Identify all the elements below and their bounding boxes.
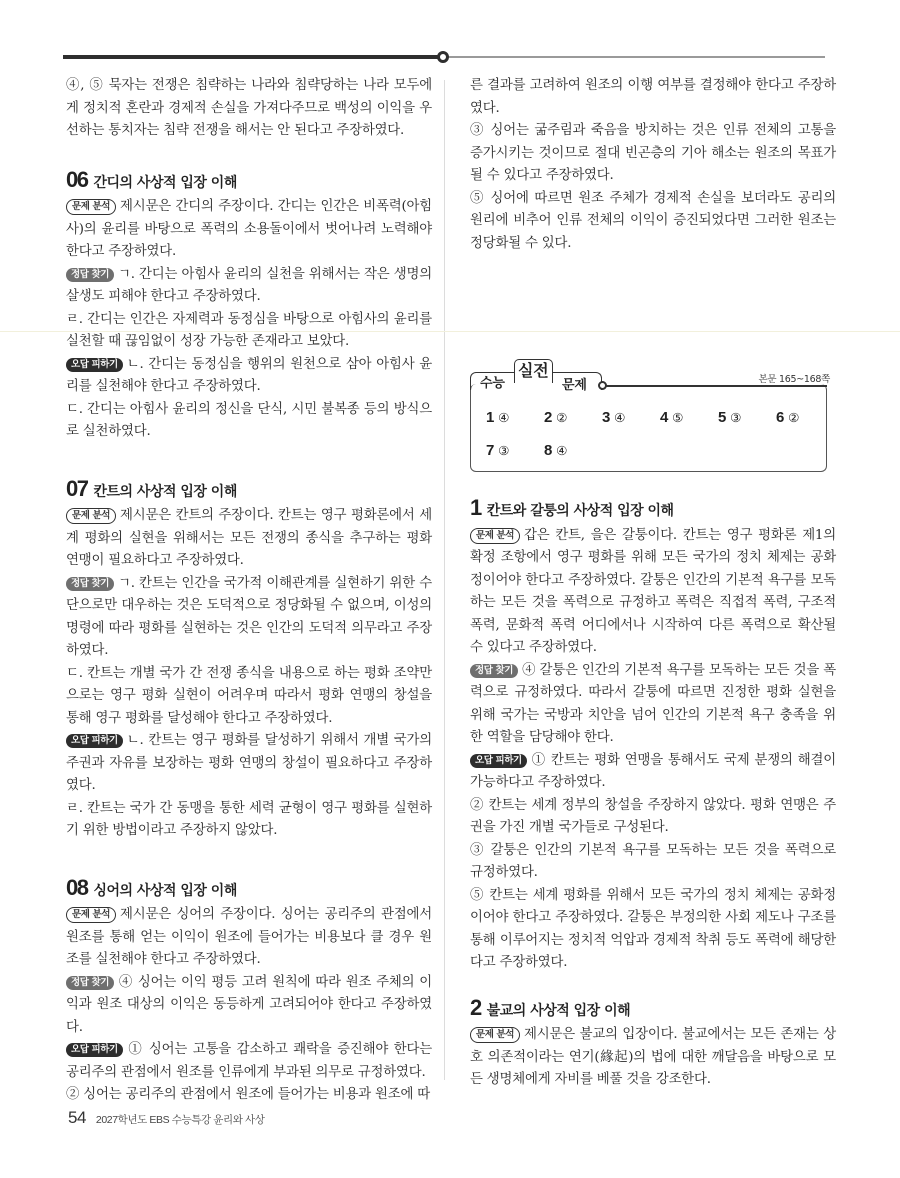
badge-problem-analysis: 문제 분석 <box>470 528 520 544</box>
badge-find-answer: 정답 찾기 <box>66 976 114 990</box>
question-number: 6 <box>776 409 785 426</box>
answer-item <box>776 407 834 430</box>
answer-box-circle <box>598 381 607 390</box>
badge-find-answer: 정답 찾기 <box>66 268 114 282</box>
intro-paragraph: ④, ⑤ 묵자는 전쟁은 침략하는 나라와 침략당하는 나라 모두에게 정치적 혼란과 경제적 손실을 가져다주므로 백성의 이익을 우선하는 통치자는 침략 전쟁을 해서는 안 된다고 주장하였다. <box>66 78 432 138</box>
block-text: ③ 갈퉁은 인간의 기본적 욕구를 모독하는 모든 것을 폭력으로 규정하였다. <box>470 842 836 880</box>
section-title: 칸트와 갈퉁의 사상적 입장 이해 <box>486 503 674 519</box>
block <box>470 840 836 885</box>
block <box>470 1024 836 1092</box>
block <box>66 798 432 843</box>
block-text: ㄴ. 간디는 동정심을 행위의 원천으로 삼아 아힘사 윤리를 실천해야 한다고 주장하였다. <box>66 356 432 394</box>
answer-key-box <box>470 361 836 475</box>
block-text: ④ 싱어는 이익 평등 고려 원칙에 따라 원조 주체의 이익과 원조 대상의 이익은 동등하게 고려되어야 한다고 주장하였다. <box>66 974 432 1035</box>
badge-problem-analysis: 문제 분석 <box>470 1027 520 1043</box>
block <box>66 196 432 264</box>
section-title: 칸트의 사상적 입장 이해 <box>93 483 237 500</box>
block <box>470 885 836 975</box>
answer-grid <box>486 407 826 462</box>
block-text: 제시문은 싱어의 주장이다. 싱어는 공리주의 관점에서 원조를 통해 얻는 이익이 원조에 들어가는 비용보다 클 경우 원조를 실천해야 한다고 주장하였다. <box>66 907 432 967</box>
block-text: ① 싱어는 고통을 감소하고 쾌락을 증진해야 한다는 공리주의 관점에서 원조를 인류에게 부과된 의무로 규정하였다. <box>66 1042 432 1080</box>
top-rule-right <box>449 56 825 58</box>
continuation-paragraph: ③ 싱어는 굶주림과 죽음을 방치하는 것은 인류 전체의 고통을 증가시키는 것이므로 절대 빈곤층의 기아 해소는 원조의 목표가 될 수 있다고 주장하였다. <box>470 123 836 183</box>
block <box>66 505 432 573</box>
section-1 <box>470 497 836 975</box>
block <box>470 660 836 750</box>
section-heading <box>66 166 432 195</box>
block <box>66 972 432 1040</box>
badge-find-answer: 정답 찾기 <box>66 577 114 591</box>
section-heading <box>470 994 836 1023</box>
section-number: 1 <box>470 495 481 520</box>
page-reference: 본문 165~168쪽 <box>758 374 830 385</box>
block <box>66 1039 432 1084</box>
question-number: 3 <box>602 409 611 426</box>
section-heading <box>470 497 836 523</box>
block <box>470 750 836 795</box>
block <box>66 264 432 309</box>
right-column <box>470 75 836 1092</box>
block-text: ㄹ. 칸트는 국가 간 동맹을 통한 세력 균형이 영구 평화를 실현하기 위한 방법이라고 주장하지 않았다. <box>66 800 432 838</box>
label-siljeon: 실전 <box>514 359 553 383</box>
block-text: 제시문은 불교의 입장이다. 불교에서는 모든 존재는 상호 의존적이라는 연기(緣起)의 법에 대한 깨달음을 바탕으로 모든 생명체에게 자비를 베풀 것을 강조한다. <box>470 1027 836 1087</box>
block-text: ⑤ 칸트는 세계 평화를 위해서 모든 국가의 정치 체제는 공화정이어야 한다고 주장하였다. 갈퉁은 부정의한 사회 제도나 구조를 통해 이루어지는 정치적 억압과 경제적 착취 등도 폭력에 해당한다고 주장하였다. <box>470 887 836 970</box>
answer-item <box>660 407 718 430</box>
block <box>66 573 432 663</box>
continuation-paragraph: 른 결과를 고려하여 원조의 이행 여부를 결정해야 한다고 주장하였다. <box>470 78 836 116</box>
block <box>66 904 432 972</box>
answer-item <box>486 407 544 430</box>
block <box>66 730 432 798</box>
section-title: 불교의 사상적 입장 이해 <box>486 1002 631 1019</box>
block <box>66 663 432 731</box>
block-text: ① 칸트는 평화 연맹을 통해서도 국제 분쟁의 해결이 가능하다고 주장하였다. <box>470 752 836 790</box>
question-number: 2 <box>544 409 553 426</box>
top-rule-circle <box>437 51 449 63</box>
question-number: 4 <box>660 409 669 426</box>
section-number: 07 <box>66 475 88 501</box>
section-title: 간디의 사상적 입장 이해 <box>93 174 237 191</box>
answer-choice: ② <box>556 410 568 425</box>
badge-avoid-wrong: 오답 피하기 <box>66 1043 123 1057</box>
top-rule-left <box>63 55 439 59</box>
block-text: ㄷ. 간디는 아힘사 윤리의 정신을 단식, 시민 불복종 등의 방식으로 실천하였다. <box>66 401 432 439</box>
block <box>470 795 836 840</box>
answer-item <box>718 407 776 430</box>
block <box>66 399 432 444</box>
section-heading <box>66 475 432 504</box>
block-text: ㄴ. 칸트는 영구 평화를 달성하기 위해서 개별 국가의 주권과 자유를 보장하는 평화 연맹의 창설이 필요하다고 주장하였다. <box>66 733 432 793</box>
answer-choice: ③ <box>498 442 510 458</box>
badge-find-answer: 정답 찾기 <box>470 664 518 678</box>
question-number: 7 <box>486 441 495 459</box>
section-title: 싱어의 사상적 입장 이해 <box>93 882 237 899</box>
block-text: 제시문은 칸트의 주장이다. 칸트는 영구 평화론에서 세계 평화의 실현을 위해서는 모든 전쟁의 종식을 추구하는 평화 연맹이 필요하다고 주장하였다. <box>66 508 432 568</box>
answer-item <box>544 407 602 430</box>
block-text: ④ 갈퉁은 인간의 기본적 욕구를 모독하는 모든 것을 폭력으로 규정하였다. 따라서 갈퉁에 따르면 진정한 평화 실현을 위해 국가는 국방과 치안을 넘어 인간의 기본적 욕구 충족을 위한 역할을 담당해야 한다. <box>470 662 836 745</box>
block-text: 갑은 칸트, 을은 갈퉁이다. 칸트는 영구 평화론 제1의 확정 조항에서 영구 평화를 위해 모든 국가의 정치 체제는 공화정이어야 한다고 주장하였다. 갈퉁은 인간의 기본적 욕구를 모독하는 모든 것을 폭력으로 규정하고 폭력은 직접적 폭력, 구조적 폭력, 문화적 폭력 어디에서나 시작하여 다른 폭력으로 확산될 수 있다고 주장하였다. <box>470 527 836 655</box>
section-07 <box>66 475 432 843</box>
answer-item <box>486 440 544 463</box>
answer-choice: ④ <box>556 442 568 458</box>
page-footer <box>68 1108 264 1128</box>
badge-problem-analysis: 문제 분석 <box>66 199 116 215</box>
block-text: ㄹ. 간디는 인간은 자제력과 동정심을 바탕으로 아힘사의 윤리를 실천할 때 끊임없이 성장 가능한 존재라고 보았다. <box>66 311 432 349</box>
page-number: 54 <box>68 1108 86 1127</box>
question-number: 5 <box>718 409 727 426</box>
answer-item <box>602 407 660 430</box>
block-text: ㄱ. 간디는 아힘사 윤리의 실천을 위해서는 작은 생명의 살생도 피해야 한다고 주장하였다. <box>66 266 432 304</box>
badge-avoid-wrong: 오답 피하기 <box>66 358 123 372</box>
section-06 <box>66 166 432 444</box>
answer-choice: ② <box>788 410 800 425</box>
section-number: 2 <box>470 994 481 1020</box>
badge-problem-analysis: 문제 분석 <box>66 508 116 524</box>
block <box>66 354 432 399</box>
answer-item <box>544 440 602 463</box>
block <box>66 1084 432 1107</box>
block <box>470 525 836 660</box>
label-munje: 문제 <box>562 378 587 393</box>
badge-problem-analysis: 문제 분석 <box>66 907 116 923</box>
block-text: ② 싱어는 공리주의 관점에서 원조에 들어가는 비용과 원조에 따 <box>66 1087 431 1102</box>
question-number: 1 <box>486 409 495 426</box>
block-text: ㄷ. 칸트는 개별 국가 간 전쟁 종식을 내용으로 하는 평화 조약만으로는 영구 평화 실현이 어려우며 따라서 평화 연맹의 창설을 통해 영구 평화를 달성해야 한다고 주장하였다. <box>66 665 432 726</box>
question-number: 8 <box>544 441 553 459</box>
answer-choice: ⑤ <box>672 410 684 425</box>
answer-choice: ④ <box>498 410 510 425</box>
section-08 <box>66 874 432 1107</box>
block-text: 제시문은 간디의 주장이다. 간디는 인간은 비폭력(아힘사)의 윤리를 바탕으로 폭력의 소용돌이에서 벗어나려 노력해야 한다고 주장하였다. <box>66 199 432 259</box>
answer-choice: ④ <box>614 410 626 425</box>
block-text: ㄱ. 칸트는 인간을 국가적 이해관계를 실현하기 위한 수단으로만 대우하는 것은 도덕적으로 정당화될 수 없으며, 이성의 명령에 따라 평화를 실현하는 것은 인간의 도덕적 의무라고 주장하였다. <box>66 575 432 658</box>
answer-choice: ③ <box>730 410 742 425</box>
column-divider <box>444 80 445 1080</box>
section-number: 08 <box>66 874 88 900</box>
book-title: 2027학년도 EBS 수능특강 윤리와 사상 <box>95 1114 265 1126</box>
section-number: 06 <box>66 166 88 192</box>
block-text: ② 칸트는 세계 정부의 창설을 주장하지 않았다. 평화 연맹은 주권을 가진 개별 국가들로 구성된다. <box>470 797 836 835</box>
badge-avoid-wrong: 오답 피하기 <box>470 754 527 768</box>
section-2 <box>470 994 836 1092</box>
left-column <box>66 75 432 1107</box>
block <box>66 309 432 354</box>
section-heading <box>66 874 432 903</box>
label-suneung: 수능 <box>480 376 505 391</box>
continuation-paragraph: ⑤ 싱어에 따르면 원조 주체가 경제적 손실을 보더라도 공리의 원리에 비추어 인류 전체의 이익이 증진되었다면 그러한 원조는 정당화될 수 있다. <box>470 190 836 251</box>
badge-avoid-wrong: 오답 피하기 <box>66 734 123 748</box>
